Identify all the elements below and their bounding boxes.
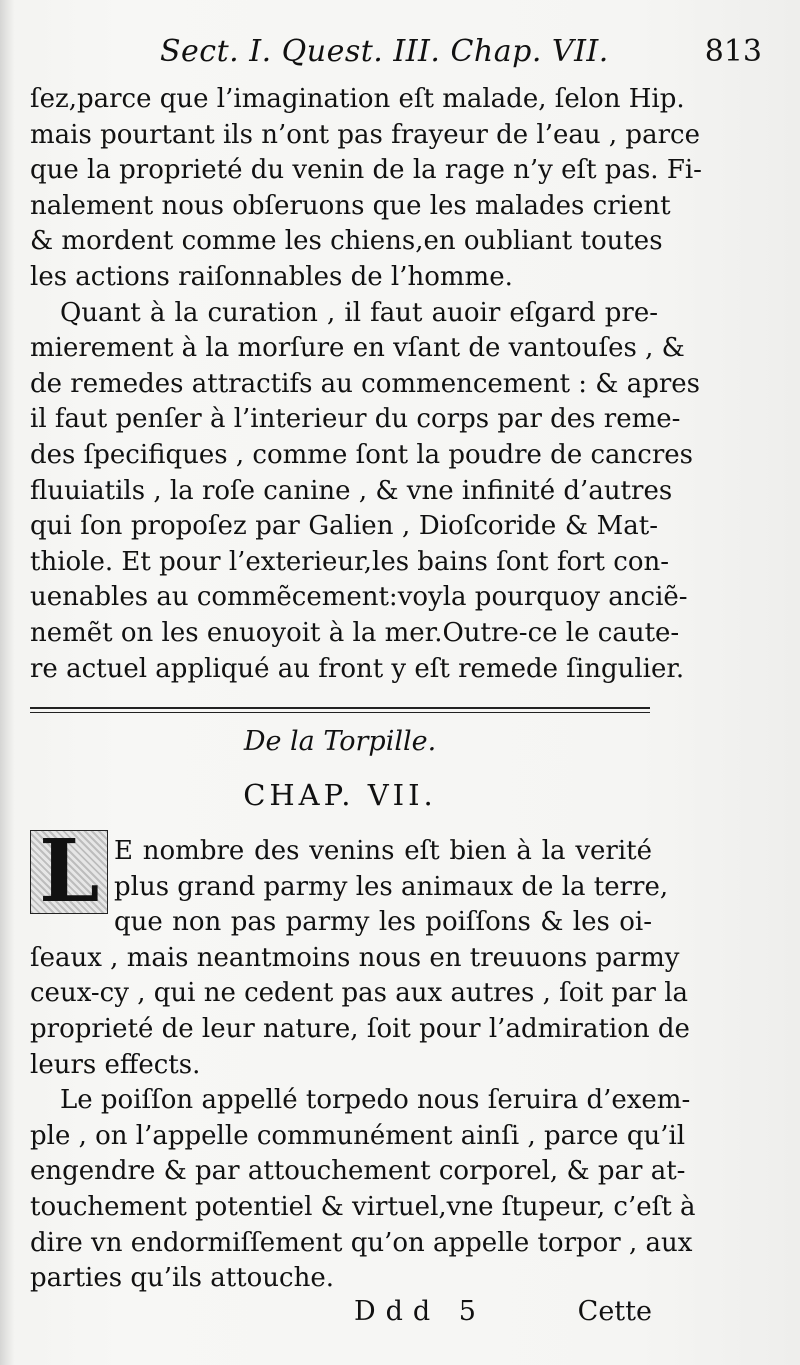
chapter-heading: CHAP. VII. — [243, 778, 437, 812]
text-line: fluuiatils , la roſe canine , & vne infinité d’autres — [30, 475, 673, 506]
gutter-shadow — [0, 0, 14, 1365]
text-line: il faut penſer à l’interieur du corps par des reme- — [30, 404, 681, 435]
text-line: ſez,parce que l’imagination eſt malade, ſelon Hip. — [30, 84, 685, 114]
text-line: ple , on l’appelle communément ainſi , parce qu’il — [30, 1120, 686, 1151]
text-line: nemẽt on les enuoyoit à la mer.Outre-ce le caute- — [30, 617, 680, 648]
signature-mark: Ddd 5 — [354, 1296, 486, 1327]
running-head: Sect. I. Quest. III. Chap. VII. — [160, 34, 609, 69]
text-line: dire vn endormiſſement qu’on appelle torpor , aux — [30, 1227, 693, 1258]
text-line: re actuel appliqué au front y eſt remede ſingulier. — [30, 653, 685, 684]
text-line: touchement potentiel & virtuel,vne ſtupeur, c’eſt à — [30, 1191, 696, 1222]
text-line: ceux-cy , qui ne cedent pas aux autres , ſoit par la — [30, 978, 689, 1009]
text-line: & mordent comme les chiens,en oubliant toutes — [30, 226, 663, 257]
text-line: mais pourtant ils n’ont pas frayeur de l’eau , parce — [30, 119, 700, 150]
text-line: de remedes attractifs au commencement : & apres — [30, 368, 701, 399]
section-title: De la Torpille. — [243, 726, 437, 757]
text-line: E nombre des venins eſt bien à la verité — [114, 836, 652, 866]
text-line: thiole. Et pour l’exterieur,les bains ſont fort con- — [30, 546, 670, 577]
text-line: leurs effects. — [30, 1049, 201, 1080]
text-line: des ſpecifiques , comme ſont la poudre de cancres — [30, 439, 693, 470]
section-rule — [30, 707, 650, 709]
text-line: plus grand parmy les animaux de la terre, — [114, 871, 669, 902]
text-line: uenables au commẽcement:voyla pourquoy anciẽ- — [30, 582, 688, 613]
catchword: Cette — [577, 1296, 652, 1327]
text-line: que non pas parmy les poiſſons & les oi- — [114, 907, 652, 938]
text-line: qui ſon propoſez par Galien , Dioſcoride & Mat- — [30, 511, 658, 542]
section-rule — [30, 712, 650, 713]
text-line: Quant à la curation , il faut auoir eſgard pre- — [60, 297, 658, 328]
text-line: ſeaux , mais neantmoins nous en treuuons parmy — [30, 942, 680, 973]
text-line: proprieté de leur nature, ſoit pour l’admiration de — [30, 1013, 690, 1044]
text-line: engendre & par attouchement corporel, & par at- — [30, 1156, 686, 1187]
text-line: mierement à la morſure en vſant de vantouſes , & — [30, 333, 685, 364]
text-line: nalement nous obſeruons que les malades crient — [30, 190, 671, 221]
footer-line — [30, 1292, 652, 1332]
text-line: Le poiſſon appellé torpedo nous ſeruira d’exem- — [60, 1085, 691, 1116]
chapter-body — [30, 834, 696, 1297]
text-line: les actions raiſonnables de l’homme. — [30, 261, 513, 292]
text-line: parties qu’ils attouche. — [30, 1263, 334, 1294]
text-line: que la proprieté du venin de la rage n’y eſt pas. Fi- — [30, 155, 702, 186]
text-block-top — [30, 82, 702, 687]
dropcap-letter: L — [39, 821, 100, 922]
page-number: 813 — [704, 34, 762, 69]
